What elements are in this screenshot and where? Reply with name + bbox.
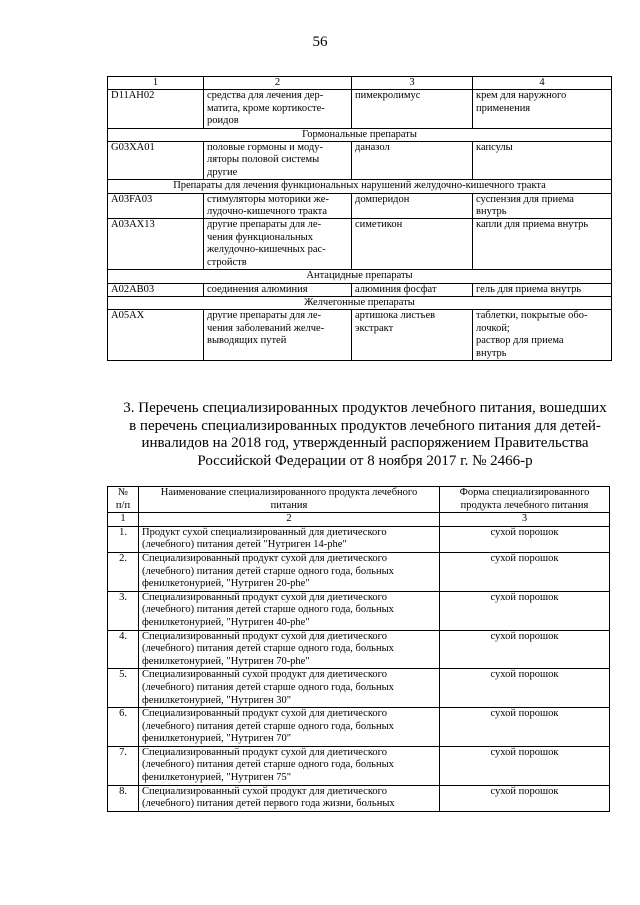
group-heading-row <box>108 270 612 283</box>
pharmacological-group: средства для лечения дер- матита, кроме кортикосте- роидов <box>204 90 352 128</box>
page-number: 56 <box>312 34 328 50</box>
column-index-2: 2 <box>139 513 440 527</box>
column-index-2: 2 <box>204 77 352 90</box>
column-index-row <box>108 513 610 527</box>
drug-name: даназол <box>352 142 473 180</box>
product-name: Специализированный продукт сухой для диетического (лечебного) питания детей старше одного года, больных фенилкетонурией, "Нутриген 70-phe" <box>139 630 440 669</box>
product-form-header: Форма специализированного продукта лечебного питания <box>440 487 610 513</box>
product-name: Специализированный продукт сухой для диетического (лечебного) питания детей старше одного года, больных фенилкетонурией, "Нутриген 75" <box>139 746 440 785</box>
group-heading-row <box>108 296 612 309</box>
row-number: 3. <box>108 591 139 630</box>
product-name: Специализированный продукт сухой для диетического (лечебного) питания детей старше одного года, больных фенилкетонурией, "Нутриген 40-phe" <box>139 591 440 630</box>
dosage-form: гель для приема внутрь <box>473 283 612 296</box>
table-row <box>108 310 612 361</box>
product-form: сухой порошок <box>440 630 610 669</box>
column-index-4: 4 <box>473 77 612 90</box>
dosage-form: капсулы <box>473 142 612 180</box>
product-form: сухой порошок <box>440 552 610 591</box>
product-form: сухой порошок <box>440 526 610 552</box>
nutrition-products-table-body <box>108 487 610 812</box>
product-name: Специализированный продукт сухой для диетического (лечебного) питания детей старше одного года, больных фенилкетонурией, "Нутриген 70" <box>139 708 440 747</box>
column-index-1: 1 <box>108 513 139 527</box>
product-name-header: Наименование специализированного продукта лечебного питания <box>139 487 440 513</box>
row-number: 4. <box>108 630 139 669</box>
table-row <box>108 746 610 785</box>
dosage-form: капли для приема внутрь <box>473 219 612 270</box>
drug-name: домперидон <box>352 193 473 219</box>
table-row <box>108 785 610 811</box>
drug-name: артишока листьев экстракт <box>352 310 473 361</box>
table-row <box>108 552 610 591</box>
group-heading: Желчегонные препараты <box>108 296 612 309</box>
column-index-1: 1 <box>108 77 204 90</box>
row-number: 2. <box>108 552 139 591</box>
nutrition-products-table <box>107 486 610 812</box>
product-form: сухой порошок <box>440 669 610 708</box>
column-index-3: 3 <box>440 513 610 527</box>
pharmacological-group: половые гормоны и моду- ляторы половой системы другие <box>204 142 352 180</box>
drug-table-body <box>108 77 612 361</box>
table-header-row <box>108 487 610 513</box>
dosage-form: крем для наружного применения <box>473 90 612 128</box>
group-heading: Антацидные препараты <box>108 270 612 283</box>
table-row <box>108 193 612 219</box>
atc-code: A03AX13 <box>108 219 204 270</box>
pharmacological-group: соединения алюминия <box>204 283 352 296</box>
dosage-form: таблетки, покрытые обо- лочкой; раствор для приема внутрь <box>473 310 612 361</box>
atc-code: A05AX <box>108 310 204 361</box>
product-name: Продукт сухой специализированный для диетического (лечебного) питания детей "Нутриген 14-phe" <box>139 526 440 552</box>
row-number: 7. <box>108 746 139 785</box>
table-row <box>108 630 610 669</box>
section-heading: 3. Перечень специализированных продуктов лечебного питания, вошедших в перечень специализированных продуктов лечебного питания для детей- инвалидов на 2018 год, утвержденный распоряжением Правительства Российской Федерации от 8 ноября 2017 г. № 2466-р <box>123 400 607 469</box>
column-index-3: 3 <box>352 77 473 90</box>
atc-code: A02AB03 <box>108 283 204 296</box>
group-heading: Гормональные препараты <box>108 128 612 141</box>
table-row <box>108 708 610 747</box>
product-form: сухой порошок <box>440 746 610 785</box>
row-number: 8. <box>108 785 139 811</box>
table-row <box>108 219 612 270</box>
product-form: сухой порошок <box>440 591 610 630</box>
drug-name: симетикон <box>352 219 473 270</box>
table-row <box>108 591 610 630</box>
atc-code: G03XA01 <box>108 142 204 180</box>
product-name: Специализированный продукт сухой для диетического (лечебного) питания детей старше одного года, больных фенилкетонурией, "Нутриген 20-phe" <box>139 552 440 591</box>
row-number: 5. <box>108 669 139 708</box>
drug-name: алюминия фосфат <box>352 283 473 296</box>
row-number-header: № п/п <box>108 487 139 513</box>
pharmacological-group: другие препараты для ле- чения заболеваний желче- выводящих путей <box>204 310 352 361</box>
drug-table <box>107 76 612 361</box>
row-number: 6. <box>108 708 139 747</box>
dosage-form: суспензия для приема внутрь <box>473 193 612 219</box>
product-name: Специализированный сухой продукт для диетического (лечебного) питания детей первого года жизни, больных <box>139 785 440 811</box>
table-row <box>108 526 610 552</box>
atc-code: D11AH02 <box>108 90 204 128</box>
table-row <box>108 142 612 180</box>
pharmacological-group: стимуляторы моторики же- лудочно-кишечного тракта <box>204 193 352 219</box>
group-heading-row <box>108 180 612 193</box>
product-name: Специализированный сухой продукт для диетического (лечебного) питания детей старше одного года, больных фенилкетонурией, "Нутриген 30" <box>139 669 440 708</box>
product-form: сухой порошок <box>440 708 610 747</box>
atc-code: A03FA03 <box>108 193 204 219</box>
group-heading: Препараты для лечения функциональных нарушений желудочно-кишечного тракта <box>108 180 612 193</box>
row-number: 1. <box>108 526 139 552</box>
table-row <box>108 669 610 708</box>
pharmacological-group: другие препараты для ле- чения функциональных желудочно-кишечных рас- стройств <box>204 219 352 270</box>
group-heading-row <box>108 128 612 141</box>
product-form: сухой порошок <box>440 785 610 811</box>
drug-name: пимекролимус <box>352 90 473 128</box>
table-row <box>108 283 612 296</box>
table-header-row <box>108 77 612 90</box>
table-row <box>108 90 612 128</box>
